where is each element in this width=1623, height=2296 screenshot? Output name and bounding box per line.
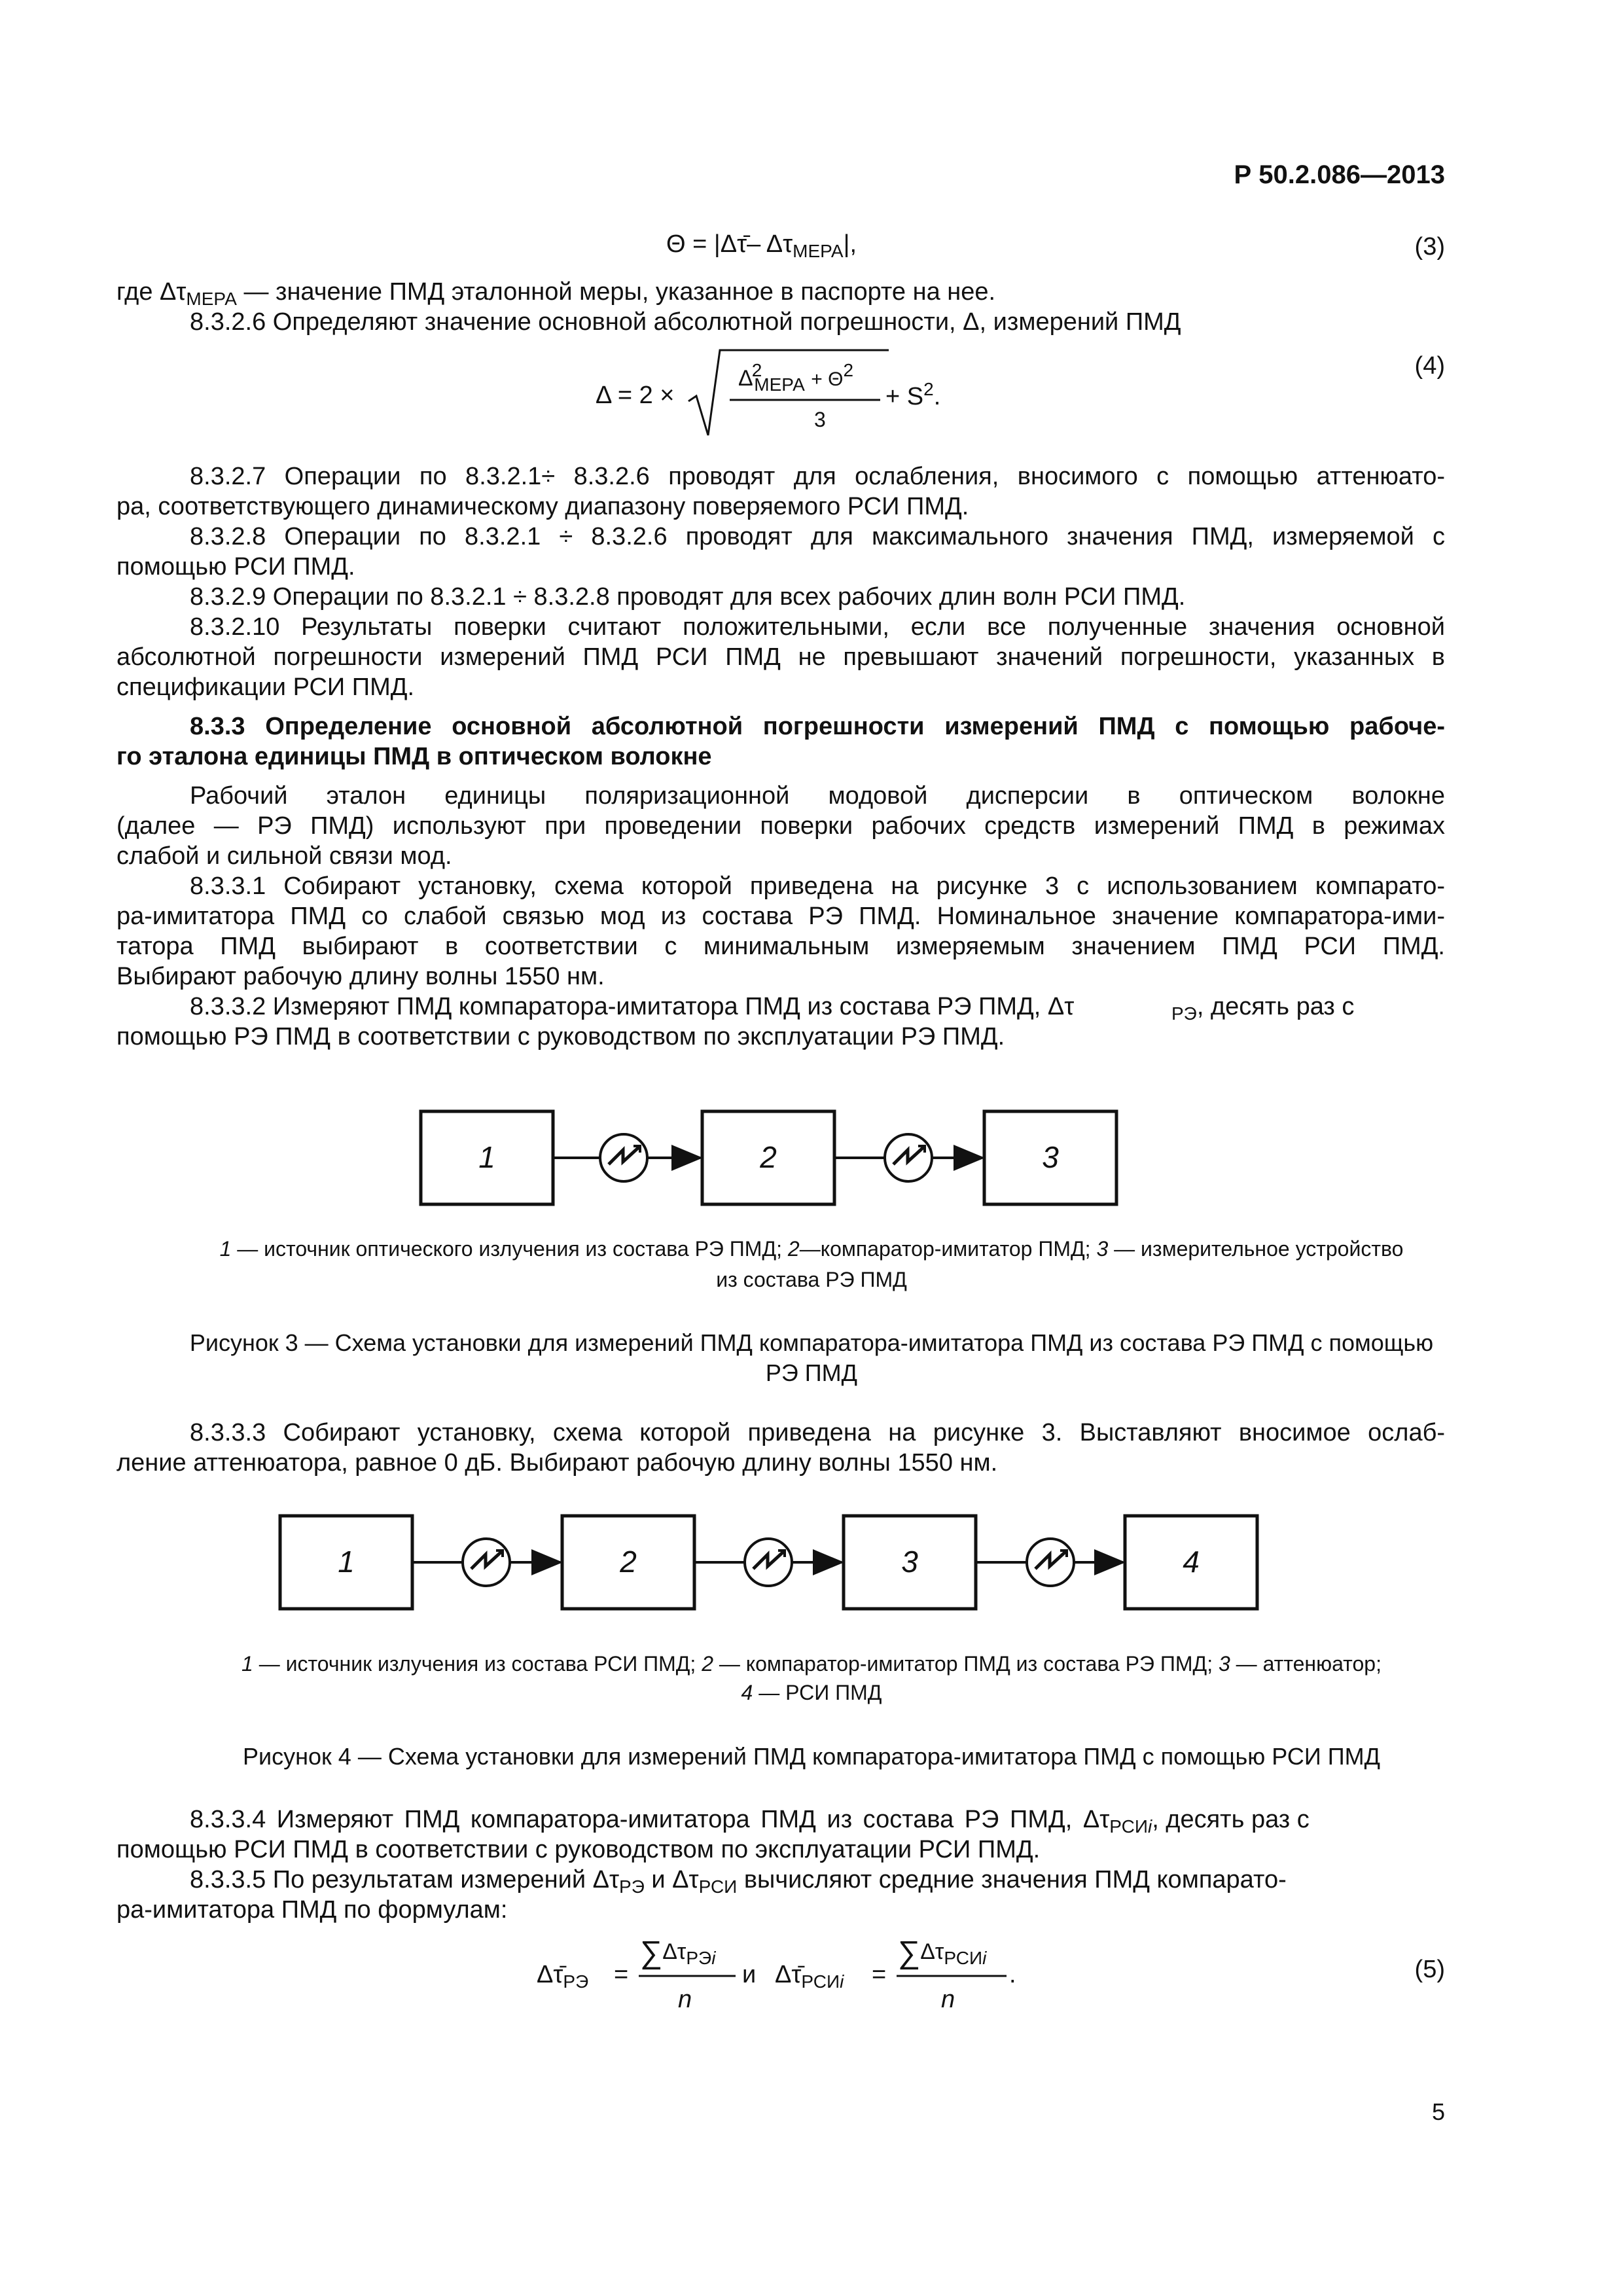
fig4-caption: Рисунок 4 — Схема установки для измерений ПМД компаратора-имитатора ПМД с помощью РСИ ПМД: [243, 1743, 1380, 1770]
fig4-legend-line2: [0, 1679, 1623, 1706]
paragraph-8-3-3-1-line1: 8.3.3.1 Собирают установку, схема которой приведена на рисунке 3 с использованием компарато-: [190, 872, 1445, 900]
eq5-num2: [898, 1935, 986, 1971]
paragraph-8-3-3-4-line1: [190, 1804, 1310, 1835]
paragraph-8-3-2-10-line3: спецификации РСИ ПМД.: [116, 673, 415, 701]
eq5-eq1: =: [614, 1961, 629, 1988]
eq4-plus-s: [885, 379, 941, 411]
eq4-plus-theta: + Θ: [811, 368, 844, 390]
fig4-connector-icon-2: [745, 1539, 792, 1586]
paragraph-8-3-2-9: 8.3.2.9 Операции по 8.3.2.1 ÷ 8.3.2.8 проводят для всех рабочих длин волн РСИ ПМД.: [190, 583, 1186, 611]
eq5-num1-i: i: [711, 1948, 716, 1968]
equation-3-number: (3): [1414, 233, 1445, 260]
paragraph-8-3-3-2-tail: [1171, 992, 1354, 1022]
eq5-fraction-bar-2: [897, 1974, 1008, 1978]
paragraph-8-3-3-5-line1: [190, 1865, 1287, 1895]
eq5-sum1: ∑: [640, 1935, 663, 1970]
paragraph-8-3-3-1-line3: татора ПМД выбирают в соответствии с минимальным измеряемым значением ПМД РСИ ПМД.: [116, 933, 1445, 960]
document-number: Р 50.2.086—2013: [1234, 160, 1445, 189]
paragraph-8-3-3-3-line2: ление аттенюатора, равное 0 дБ. Выбирают рабочую длину волны 1550 нм.: [116, 1449, 998, 1477]
eq4-end: .: [933, 383, 941, 410]
equation-4-number: (4): [1414, 352, 1445, 380]
fig4-legend-num-1: 1: [241, 1652, 253, 1676]
paragraph-8-3-3-5-line2: ра-имитатора ПМД по формулам:: [116, 1896, 508, 1924]
p8332-post: , десять раз с: [1196, 993, 1355, 1020]
section-8-3-3-heading-line2: го эталона единицы ПМД в оптическом волокне: [116, 743, 712, 770]
eq5-and: и: [742, 1961, 757, 1988]
eq5-num2-sub: [944, 1948, 986, 1968]
fig3-legend-num-3: 3: [1096, 1237, 1109, 1261]
fig4-legend-num-3: 3: [1218, 1652, 1230, 1676]
eq5-num1-sub: [686, 1948, 715, 1968]
paragraph-8-3-3-3-line1: 8.3.3.3 Собирают установку, схема которой приведена на рисунке 3. Выставляют вносимое ослаб-: [190, 1419, 1445, 1446]
paragraph-8-3-2-10-line2: абсолютной погрешности измерений ПМД РСИ ПМД не превышают значений погрешности, указанных в: [116, 643, 1445, 671]
fig4-legend-text-1: — источник излучения из состава РСИ ПМД;: [253, 1652, 702, 1676]
eq5-sum2: ∑: [898, 1935, 921, 1970]
paragraph-8-3-3-1-line4: Выбирают рабочую длину волны 1550 нм.: [116, 963, 605, 990]
eq4-delta-sup: 2: [751, 360, 762, 380]
fig3-legend-line1: [0, 1236, 1623, 1262]
fig3-caption-line1: Рисунок 3 — Схема установки для измерений ПМД компаратора-имитатора ПМД из состава РЭ ПМД с помощью: [189, 1329, 1434, 1356]
p8334-sub: [1109, 1816, 1152, 1837]
intro-line3: слабой и сильной связи мод.: [116, 842, 452, 870]
p8334-post: , десять раз с: [1152, 1806, 1310, 1833]
page-number: 5: [1431, 2098, 1445, 2125]
eq5-lhs1: [537, 1961, 589, 1992]
equation-5: [537, 1931, 1047, 2022]
eq5-lhs1-text: Δτ̄: [537, 1961, 563, 1988]
eq5-num2-sub-text: РСИ: [944, 1948, 983, 1968]
eq4-denominator: 3: [814, 408, 826, 431]
equation-5-number: (5): [1414, 1956, 1445, 1983]
eq5-den2: n: [941, 1986, 955, 2013]
eq5-lhs2-text: Δτ̄: [775, 1961, 802, 1988]
p8335-pre: 8.3.3.5 По результатам измерений Δτ: [190, 1866, 620, 1893]
fig3-connector-icon-2: [885, 1134, 932, 1181]
fig3-legend-line2: из состава РЭ ПМД: [716, 1268, 907, 1291]
fig3-connector-icon-1: [600, 1134, 647, 1181]
eq3-rhs: |,: [843, 230, 857, 258]
intro-line2: (далее — РЭ ПМД) используют при проведении поверки рабочих средств измерений ПМД в режимах: [116, 812, 1445, 840]
p8335-mid: и Δτ: [644, 1866, 699, 1893]
eq4-numerator: [738, 360, 854, 395]
p8334-sub-i: i: [1147, 1816, 1152, 1837]
eq4-mera: МЕРА: [754, 374, 805, 395]
fig3-legend-num-2: 2: [787, 1237, 800, 1261]
paragraph-8-3-2-7-line1: 8.3.2.7 Операции по 8.3.2.1÷ 8.3.2.6 проводят для ослабления, вносимого с помощью аттенюато-: [190, 463, 1445, 490]
eq5-num1: [640, 1935, 715, 1971]
fig4-legend-line1: [0, 1651, 1623, 1677]
figure-4-diagram: [278, 1514, 1273, 1612]
eq4-theta-sup: 2: [843, 360, 854, 380]
p8335-post: вычисляют средние значения ПМД компарато-: [737, 1866, 1287, 1893]
paragraph-8-3-2-7-line2: ра, соответствующего динамическому диапазону поверяемого РСИ ПМД.: [116, 493, 969, 520]
intro-line1: Рабочий эталон единицы поляризационной модовой дисперсии в оптическом волокне: [190, 782, 1445, 810]
fig3-legend-text-1: — источник оптического излучения из состава РЭ ПМД;: [231, 1237, 788, 1261]
fig3-caption-line2: РЭ ПМД: [765, 1359, 858, 1386]
eq4-lhs: Δ = 2 ×: [596, 382, 675, 409]
paragraph-8-3-2-10-line1: 8.3.2.10 Результаты поверки считают положительными, если все полученные значения основной: [190, 613, 1445, 641]
p8332-sub: РЭ: [1171, 1003, 1197, 1024]
eq4-plus-s-text: + S: [885, 383, 924, 410]
paragraph-8-3-2-8-line1: 8.3.2.8 Операции по 8.3.2.1 ÷ 8.3.2.6 проводят для максимального значения ПМД, измеряемой с: [190, 523, 1445, 550]
fig4-legend-num-4: 4: [741, 1681, 753, 1704]
where-pre: где Δτ: [116, 278, 187, 306]
eq5-lhs2-i: i: [840, 1971, 844, 1992]
where-sub: МЕРА: [186, 289, 237, 309]
eq5-lhs1-sub: РЭ: [563, 1971, 589, 1992]
eq5-num2-text: Δτ: [920, 1939, 944, 1964]
where-post: — значение ПМД эталонной меры, указанное в паспорте на нее.: [236, 278, 996, 306]
p8335-sub2: РСИ: [698, 1876, 738, 1897]
eq5-lhs2-sub-text: РСИ: [801, 1971, 840, 1992]
fig4-legend-num-2: 2: [702, 1652, 713, 1676]
p8332-pre: 8.3.3.2 Измеряют ПМД компаратора-имитатора ПМД из состава РЭ ПМД, Δτ: [190, 993, 1075, 1020]
fig3-legend-text-3: — измерительное устройство: [1108, 1237, 1404, 1261]
eq4-s-sup: 2: [923, 379, 934, 399]
fig4-connector-icon-1: [463, 1539, 510, 1586]
eq4-delta: Δ: [738, 366, 753, 391]
equation-3: [666, 230, 857, 259]
paragraph-8-3-2-6: 8.3.2.6 Определяют значение основной абсолютной погрешности, Δ, измерений ПМД: [190, 308, 1181, 336]
fig4-legend-text-3: — аттенюатор;: [1230, 1652, 1382, 1676]
eq5-num1-text: Δτ: [662, 1939, 687, 1964]
fig4-legend-text-4: — РСИ ПМД: [753, 1681, 882, 1704]
eq3-lhs: Θ = |Δτ̄– Δτ: [666, 230, 793, 258]
fig3-legend-num-1: 1: [219, 1237, 232, 1261]
fig4-connector-icon-3: [1027, 1539, 1074, 1586]
paragraph-8-3-3-4-line2: помощью РСИ ПМД в соответствии с руководством по эксплуатации РСИ ПМД.: [116, 1836, 1041, 1863]
eq5-lhs2-sub: [801, 1971, 844, 1992]
eq5-den1: n: [678, 1986, 692, 2013]
eq5-eq2: =: [872, 1961, 887, 1988]
eq5-end: .: [1009, 1961, 1016, 1988]
eq5-num2-i: i: [982, 1948, 987, 1968]
paragraph-8-3-2-8-line2: помощью РСИ ПМД.: [116, 553, 355, 581]
p8334-pre: 8.3.3.4 Измеряют ПМД компаратора-имитатора ПМД из состава РЭ ПМД, Δτ: [190, 1806, 1110, 1833]
eq5-lhs2: [775, 1961, 844, 1992]
eq5-num1-sub-text: РЭ: [686, 1948, 712, 1968]
fig3-legend-text-2: —компаратор-имитатор ПМД;: [799, 1237, 1097, 1261]
paragraph-8-3-3-2-line2: помощью РЭ ПМД в соответствии с руководством по эксплуатации РЭ ПМД.: [116, 1023, 1005, 1050]
p8335-sub1: РЭ: [619, 1876, 645, 1897]
paragraph-8-3-3-1-line2: ра-имитатора ПМД со слабой связью мод из состава РЭ ПМД. Номинальное значение компаратора-ими-: [116, 903, 1445, 930]
where-line: [116, 277, 995, 307]
eq5-fraction-bar-1: [639, 1974, 737, 1978]
section-8-3-3-heading-line1: 8.3.3 Определение основной абсолютной погрешности измерений ПМД с помощью рабоче-: [190, 713, 1445, 740]
eq3-sub: МЕРА: [793, 241, 844, 261]
p8334-sub-text: РСИ: [1109, 1816, 1148, 1837]
equation-4: [596, 344, 962, 442]
fig4-legend-text-2: — компаратор-имитатор ПМД из состава РЭ ПМД;: [713, 1652, 1219, 1676]
